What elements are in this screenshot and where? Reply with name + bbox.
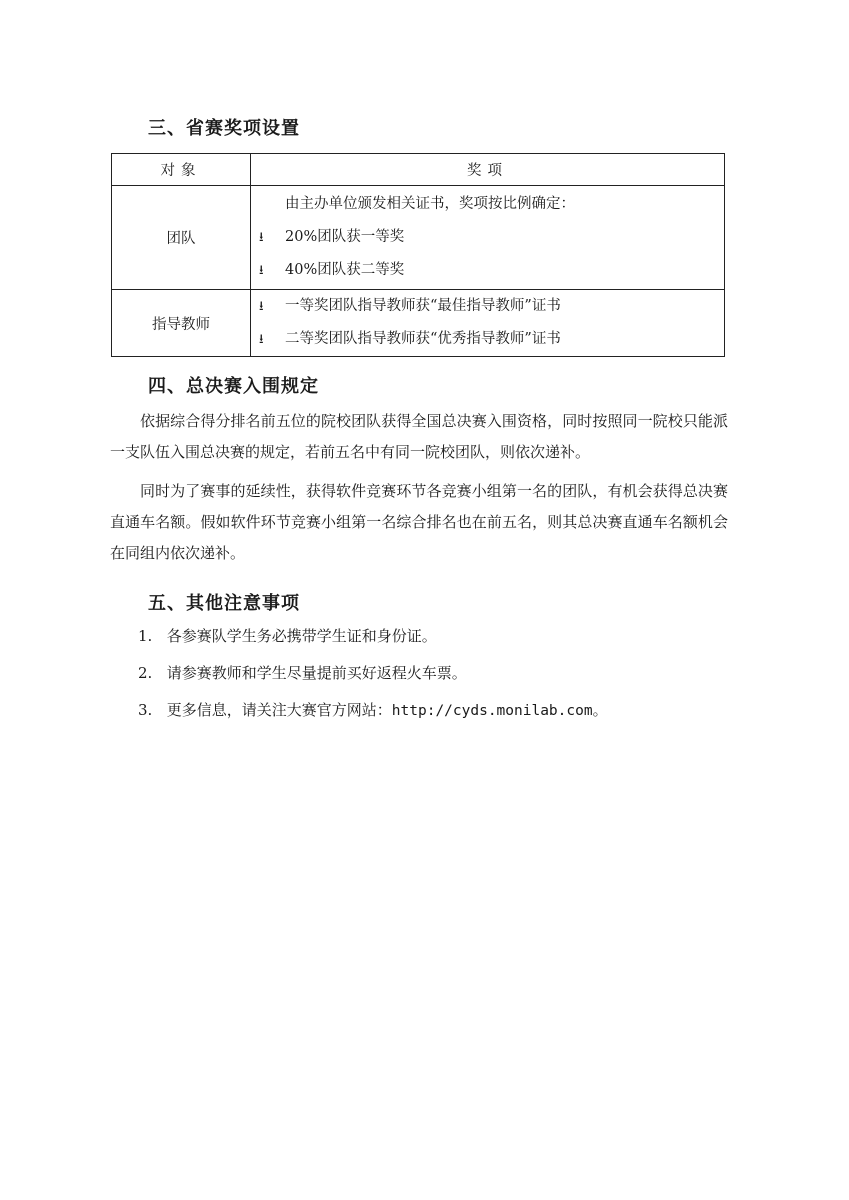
row-object-teacher: 指导教师 — [112, 290, 251, 357]
award-line — [251, 290, 724, 323]
arrow-bullet-icon: ⭳ — [259, 230, 264, 245]
list-item — [138, 618, 608, 655]
section-4-title: 四、总决赛入围规定 — [148, 376, 319, 397]
table-row — [112, 290, 725, 357]
row-object-team: 团队 — [112, 186, 251, 290]
award-line — [251, 221, 724, 254]
list-item — [138, 655, 608, 692]
awards-table — [111, 153, 725, 357]
award-line — [251, 188, 724, 221]
award-line-text: 20%团队获一等奖 — [285, 229, 405, 245]
section-4-paragraph-2: 同时为了赛事的延续性，获得软件竞赛环节各竞赛小组第一名的团队，有机会获得总决赛直通车名额。假如软件环节竞赛小组第一名综合排名也在前五名，则其总决赛直通车名额机会在同组内依次递补。 — [110, 482, 728, 562]
award-line — [251, 323, 724, 356]
arrow-bullet-icon: ⭳ — [259, 263, 264, 278]
list-item-number: 3. — [138, 701, 153, 719]
award-line-text: 一等奖团队指导教师获“最佳指导教师”证书 — [285, 298, 561, 314]
section-5-title: 五、其他注意事项 — [148, 593, 300, 614]
award-line-text: 二等奖团队指导教师获“优秀指导教师”证书 — [285, 331, 561, 347]
list-item-number: 2. — [138, 664, 153, 682]
list-item — [138, 692, 608, 729]
list-item-text: 更多信息，请关注大赛官方网站： — [166, 701, 392, 719]
list-item-number: 1. — [138, 627, 153, 645]
list-item-tail: 。 — [592, 701, 608, 719]
row-award-teacher — [251, 290, 725, 357]
official-website-link[interactable]: http://cyds.monilab.com — [391, 703, 593, 719]
section-4-paragraph-1: 依据综合得分排名前五位的院校团队获得全国总决赛入围资格，同时按照同一院校只能派一支队伍入围总决赛的规定，若前五名中有同一院校团队，则依次递补。 — [110, 412, 728, 461]
list-item-text: 各参赛队学生务必携带学生证和身份证。 — [166, 627, 437, 645]
header-object: 对象 — [112, 154, 251, 186]
section-3-title: 三、省赛奖项设置 — [148, 118, 300, 139]
notes-list — [138, 618, 608, 729]
award-line — [251, 254, 724, 287]
award-line-text: 40%团队获二等奖 — [285, 262, 405, 278]
award-line-text: 由主办单位颁发相关证书，奖项按比例确定： — [285, 196, 575, 212]
table-header-row — [112, 154, 725, 186]
list-item-text: 请参赛教师和学生尽量提前买好返程火车票。 — [166, 664, 467, 682]
arrow-bullet-icon: ⭳ — [259, 299, 264, 314]
table-row — [112, 186, 725, 290]
header-award: 奖项 — [251, 154, 725, 186]
row-award-team — [251, 186, 725, 290]
arrow-bullet-icon: ⭳ — [259, 332, 264, 347]
